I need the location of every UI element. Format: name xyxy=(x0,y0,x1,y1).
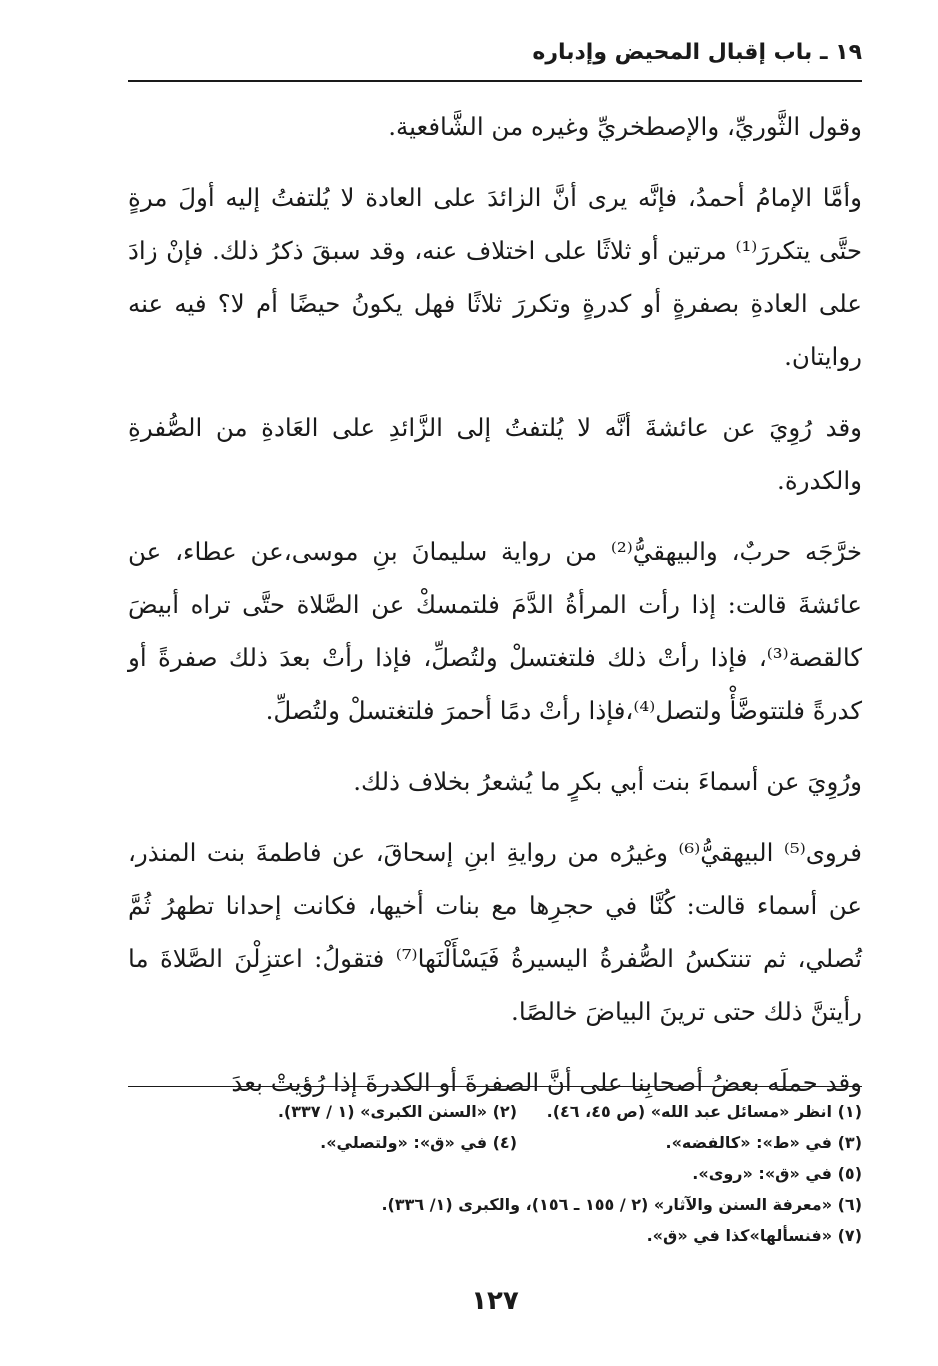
paragraph: خرَّجَه حربٌ، والبيهقيُّ⁽²⁾ من رواية سليمانَ بنِ موسى،عن عطاء، عن عائشةَ قالت: إذا رأت المرأةُ الدَّمَ فلتمسكْ عن الصَّلاة حتَّى تراه أبيضَ كالقصة⁽³⁾، فإذا رأتْ ذلك فلتغتسلْ ولتُصلِّ، فإذا رأتْ بعدَ ذلك صفرةً أو كدرةً فلتتوضَّأْ ولتصل⁽⁴⁾،فإذا رأتْ دمًا أحمرَ فلتغتسلْ ولتُصلِّ. xyxy=(128,537,862,725)
paragraph: وقد حملَه بعضُ أصحابِنا على أنَّ الصفرةَ أو الكدرةَ إذا رُؤيتْ بعدَ xyxy=(231,1068,862,1097)
page-number: ١٢٧ xyxy=(471,1286,519,1316)
body-text xyxy=(128,100,862,1127)
header-rule xyxy=(128,80,862,82)
footnote-5: (٥) في «ق»: «روى». xyxy=(692,1164,862,1183)
paragraph: وقول الثَّوريِّ، والإصطخريِّ وغيره من الشَّافعية. xyxy=(388,112,862,141)
footnote-1: (١) انظر «مسائل عبد الله» (ص ٤٥، ٤٦). xyxy=(546,1102,862,1121)
footnote-2: (٢) «السنن الكبرى» (١ / ٣٣٧). xyxy=(277,1102,517,1121)
paragraph: ورُوِيَ عن أسماءَ بنت أبي بكرٍ ما يُشعرُ بخلاف ذلك. xyxy=(353,767,862,796)
paragraph: فروى⁽⁵⁾ البيهقيُّ⁽⁶⁾ وغيرُه من روايةِ ابنِ إسحاقَ، عن فاطمةَ بنت المنذر، عن أسماء قالت: كُنَّا في حجرِها مع بنات أخيها، فكانت إحدانا تطهرُ ثُمَّ تُصلي، ثم تنتكسُ الصُّفرةُ اليسيرةُ فَيَسْأَلْنَها⁽⁷⁾ فتقولُ: اعتزِلْنَ الصَّلاةَ ما رأيتنَّ ذلك حتى ترينَ البياضَ خالصًا. xyxy=(128,838,862,1026)
footnote-3: (٣) في «ط»: «كالفضه». xyxy=(665,1133,862,1152)
footnote-4: (٤) في «ق»: «ولتصلي». xyxy=(320,1133,517,1152)
footnote-rule xyxy=(128,1086,862,1087)
paragraph: وقد رُوِيَ عن عائشةَ أنَّه لا يُلتفتُ إلى الزَّائدِ على العَادةِ من الصُّفرةِ والكدرة. xyxy=(128,413,862,495)
footnote-6: (٦) «معرفة السنن والآثار» (٢ / ١٥٥ ـ ١٥٦)، والكبرى (١/ ٣٣٦). xyxy=(381,1195,862,1214)
footnote-row xyxy=(128,1096,862,1127)
book-page xyxy=(128,30,862,1340)
paragraph: وأمَّا الإمامُ أحمدُ، فإنَّه يرى أنَّ الزائدَ على العادة لا يُلتفتُ إليه أولَ مرةٍ حتَّى يتكررَ⁽¹⁾ مرتين أو ثلاثًا على اختلاف عنه، وقد سبقَ ذكرُ ذلك. فإنْ زادَ على العادةِ بصفرةٍ أو كدرةٍ وتكررَ ثلاثًا فهل يكونُ حيضًا أم لا؟ فيه عنه روايتان. xyxy=(128,183,863,371)
footnote-7: (٧) «فنسألها»كذا في «ق». xyxy=(646,1226,862,1245)
footnote-row xyxy=(128,1127,862,1158)
running-title: ١٩ ـ باب إقبال المحيض وإدباره xyxy=(532,40,862,65)
footnotes xyxy=(128,1096,862,1251)
